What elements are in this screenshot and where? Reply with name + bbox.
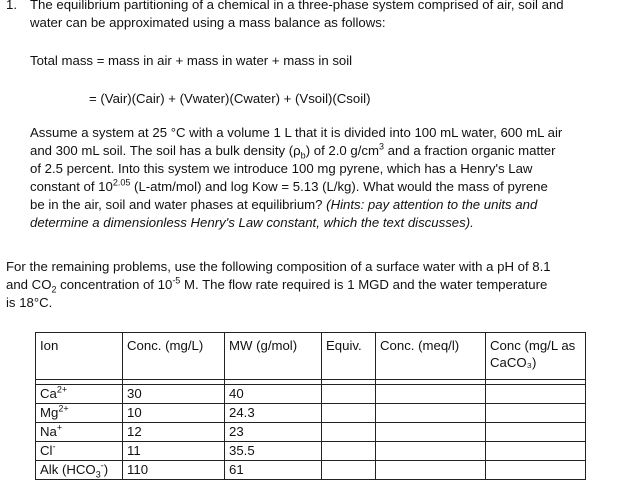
paragraph-line: of 2.5 percent. Into this system we introduce 100 mg pyrene, which has a Henry's Law	[30, 161, 533, 176]
header-equiv: Equiv.	[322, 333, 376, 380]
table-row	[36, 461, 586, 480]
header-conc-caco3	[486, 333, 586, 380]
intro-line: For the remaining problems, use the following composition of a surface water with a pH of 8.1	[6, 259, 551, 274]
ion-charge: -	[100, 460, 104, 471]
ion-symbol: Na	[40, 424, 57, 439]
mw-cell: 35.5	[225, 442, 322, 461]
conc-cell: 11	[123, 442, 225, 461]
ion-subscript: 3	[95, 469, 101, 480]
text-run: and 300 mL soil. The soil has a bulk density (ρ	[30, 143, 301, 158]
hint-text: determine a dimensionless Henry's Law constant, which the text discusses).	[30, 215, 474, 230]
text-run: concentration of 10	[56, 277, 173, 292]
conc-caco3-cell	[486, 442, 586, 461]
ion-symbol: Alk (HCO	[40, 462, 96, 477]
conc-cell: 10	[123, 404, 225, 423]
equation-total-mass: Total mass = mass in air + mass in water + mass in soil	[30, 53, 353, 68]
ion-cell	[36, 442, 123, 461]
text-run: and CO	[6, 277, 52, 292]
superscript: -5	[172, 275, 181, 286]
mw-cell: 40	[225, 385, 322, 404]
paragraph-line: Assume a system at 25 °C with a volume 1 L that it is divided into 100 mL water, 600 mL air	[30, 125, 563, 140]
composition-table	[35, 332, 586, 480]
equiv-cell	[322, 404, 376, 423]
ion-symbol: Cl	[40, 443, 53, 458]
problem-number: 1.	[6, 0, 17, 12]
conc-caco3-cell	[486, 423, 586, 442]
text-run: constant of 10	[30, 179, 113, 194]
problem-text-line: The equilibrium partitioning of a chemical in a three-phase system comprised of air, soil and	[30, 0, 564, 12]
equiv-cell	[322, 423, 376, 442]
mw-cell: 23	[225, 423, 322, 442]
conc-caco3-cell	[486, 404, 586, 423]
intro-line	[6, 276, 547, 294]
ion-charge: 2+	[58, 403, 69, 414]
conc-meq-cell	[376, 423, 486, 442]
ion-charge: 2+	[56, 384, 68, 395]
ion-charge: +	[56, 422, 63, 433]
conc-meq-cell	[376, 461, 486, 480]
table-row	[36, 385, 586, 404]
problem-text-line: water can be approximated using a mass balance as follows:	[30, 15, 386, 30]
mw-cell: 24.3	[225, 404, 322, 423]
conc-meq-cell	[376, 442, 486, 461]
text-run: M. The flow rate required is 1 MGD and the water temperature	[180, 277, 548, 292]
conc-meq-cell	[376, 404, 486, 423]
subscript: b	[300, 150, 306, 161]
equiv-cell	[322, 385, 376, 404]
ion-cell	[36, 404, 123, 423]
conc-meq-cell	[376, 385, 486, 404]
superscript: 2.05	[112, 177, 131, 188]
header-conc-caco3-line1: Conc (mg/L as	[490, 338, 576, 353]
ion-cell	[36, 385, 123, 404]
text-run: and a fraction organic matter	[384, 143, 556, 158]
subscript: 2	[51, 284, 57, 295]
table-row	[36, 404, 586, 423]
equiv-cell	[322, 461, 376, 480]
text-run: be in the air, soil and water phases at equilibrium?	[30, 197, 327, 212]
mw-cell: 61	[225, 461, 322, 480]
hint-text: (Hints: pay attention to the units and	[326, 197, 538, 212]
ion-symbol: Mg	[40, 405, 59, 420]
conc-caco3-cell	[486, 385, 586, 404]
paragraph-line	[30, 178, 548, 196]
table-row	[36, 442, 586, 461]
ion-cell	[36, 423, 123, 442]
header-conc-meq: Conc. (meq/l)	[376, 333, 486, 380]
ion-tail: )	[103, 462, 109, 477]
conc-caco3-cell	[486, 461, 586, 480]
paragraph-line	[30, 196, 537, 214]
conc-cell: 110	[123, 461, 225, 480]
header-conc: Conc. (mg/L)	[123, 333, 225, 380]
conc-cell: 30	[123, 385, 225, 404]
table-header-row	[36, 333, 586, 380]
header-ion: Ion	[36, 333, 123, 380]
intro-line: is 18°C.	[6, 295, 53, 310]
text-run: ) of 2.0 g/cm	[305, 143, 379, 158]
ion-cell	[36, 461, 123, 480]
text-run: (L-atm/mol) and log Kow = 5.13 (L/kg). What would the mass of pyrene	[130, 179, 548, 194]
header-mw: MW (g/mol)	[225, 333, 322, 380]
paragraph-line	[30, 142, 556, 160]
equation-expansion: = (Vair)(Cair) + (Vwater)(Cwater) + (Vsoil)(Csoil)	[89, 91, 371, 106]
ion-symbol: Ca	[40, 386, 57, 401]
ion-charge: -	[52, 441, 56, 452]
header-conc-caco3-line2: CaCO₃)	[490, 355, 537, 370]
superscript: 3	[378, 141, 384, 152]
equiv-cell	[322, 442, 376, 461]
conc-cell: 12	[123, 423, 225, 442]
table-row	[36, 423, 586, 442]
